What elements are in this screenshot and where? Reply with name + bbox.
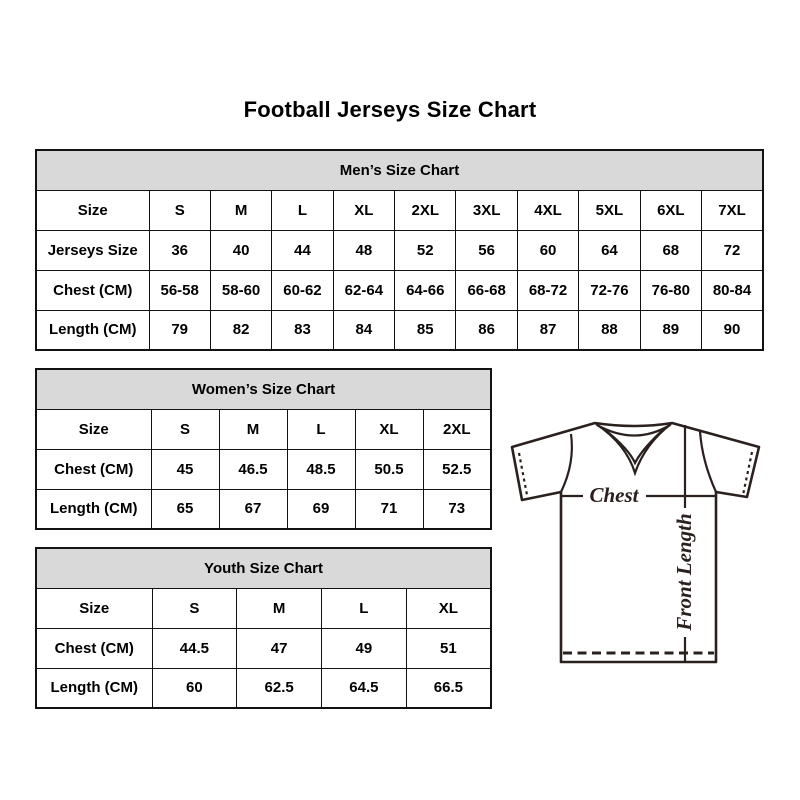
size-cell: L [322,588,407,628]
mens-size-chart-table [35,149,764,351]
youth-size-chart-table [35,547,492,709]
size-cell: 66.5 [406,668,491,708]
size-cell: 65 [151,489,219,529]
table-row [36,449,491,489]
size-cell: 68 [640,230,701,270]
size-cell: 64 [579,230,640,270]
jersey-measurement-diagram-icon [495,395,795,695]
size-cell: 64-66 [395,270,456,310]
size-cell: 58-60 [210,270,271,310]
table-row [36,588,491,628]
size-cell: 44.5 [152,628,237,668]
size-cell: XL [406,588,491,628]
size-cell: M [210,190,271,230]
size-cell: S [151,409,219,449]
size-cell: 84 [333,310,394,350]
size-cell: 7XL [702,190,763,230]
size-cell: 60 [152,668,237,708]
size-cell: 52.5 [423,449,491,489]
size-cell: 60-62 [272,270,333,310]
size-cell: 85 [395,310,456,350]
size-cell: 62-64 [333,270,394,310]
table-row [36,270,763,310]
row-label: Size [36,409,151,449]
size-cell: 45 [151,449,219,489]
size-cell: S [149,190,210,230]
row-label: Chest (CM) [36,449,151,489]
size-cell: 6XL [640,190,701,230]
chest-label: Chest [589,483,639,507]
row-label: Length (CM) [36,310,149,350]
size-cell: 44 [272,230,333,270]
row-label: Jerseys Size [36,230,149,270]
collar-inner-v [604,429,664,463]
table-row [36,628,491,668]
womens-chart-title: Women’s Size Chart [36,369,491,409]
size-cell: 48 [333,230,394,270]
size-cell: 2XL [395,190,456,230]
table-header-row [36,369,491,409]
row-label: Chest (CM) [36,270,149,310]
size-cell: S [152,588,237,628]
left-sleeve-seam [561,434,572,492]
size-cell: 90 [702,310,763,350]
size-cell: 4XL [517,190,578,230]
size-cell: 87 [517,310,578,350]
size-cell: 86 [456,310,517,350]
size-cell: 36 [149,230,210,270]
size-cell: 62.5 [237,668,322,708]
size-cell: XL [333,190,394,230]
size-cell: 66-68 [456,270,517,310]
size-cell: 56 [456,230,517,270]
size-cell: 76-80 [640,270,701,310]
table-row [36,310,763,350]
mens-chart-title: Men’s Size Chart [36,150,763,190]
table-header-row [36,150,763,190]
size-cell: 72-76 [579,270,640,310]
size-cell: 2XL [423,409,491,449]
size-cell: 73 [423,489,491,529]
size-cell: L [272,190,333,230]
size-cell: 60 [517,230,578,270]
size-cell: 69 [287,489,355,529]
size-cell: 56-58 [149,270,210,310]
size-cell: L [287,409,355,449]
size-cell: M [237,588,322,628]
right-cuff-dashed-line [743,452,752,495]
row-label: Length (CM) [36,668,152,708]
page-title: Football Jerseys Size Chart [243,97,537,122]
size-cell: XL [355,409,423,449]
row-label: Size [36,588,152,628]
row-label: Chest (CM) [36,628,152,668]
jersey-outline [512,423,759,662]
size-cell: 5XL [579,190,640,230]
row-label: Size [36,190,149,230]
size-cell: 72 [702,230,763,270]
size-cell: 88 [579,310,640,350]
size-cell: 64.5 [322,668,407,708]
youth-chart-title: Youth Size Chart [36,548,491,588]
size-cell: 71 [355,489,423,529]
table-row [36,489,491,529]
row-label: Length (CM) [36,489,151,529]
size-cell: 40 [210,230,271,270]
size-cell: 50.5 [355,449,423,489]
size-cell: 3XL [456,190,517,230]
size-cell: 51 [406,628,491,668]
table-row [36,190,763,230]
size-cell: 52 [395,230,456,270]
table-row [36,409,491,449]
size-cell: 67 [219,489,287,529]
table-row [36,668,491,708]
table-row [36,230,763,270]
front-length-label: Front Length [672,513,696,631]
size-cell: 80-84 [702,270,763,310]
size-cell: 48.5 [287,449,355,489]
size-cell: 47 [237,628,322,668]
size-cell: 82 [210,310,271,350]
table-header-row [36,548,491,588]
size-cell: M [219,409,287,449]
size-cell: 46.5 [219,449,287,489]
size-cell: 83 [272,310,333,350]
womens-size-chart-table [35,368,492,530]
size-cell: 79 [149,310,210,350]
size-cell: 49 [322,628,407,668]
size-cell: 68-72 [517,270,578,310]
size-cell: 89 [640,310,701,350]
right-sleeve-seam [700,431,716,492]
